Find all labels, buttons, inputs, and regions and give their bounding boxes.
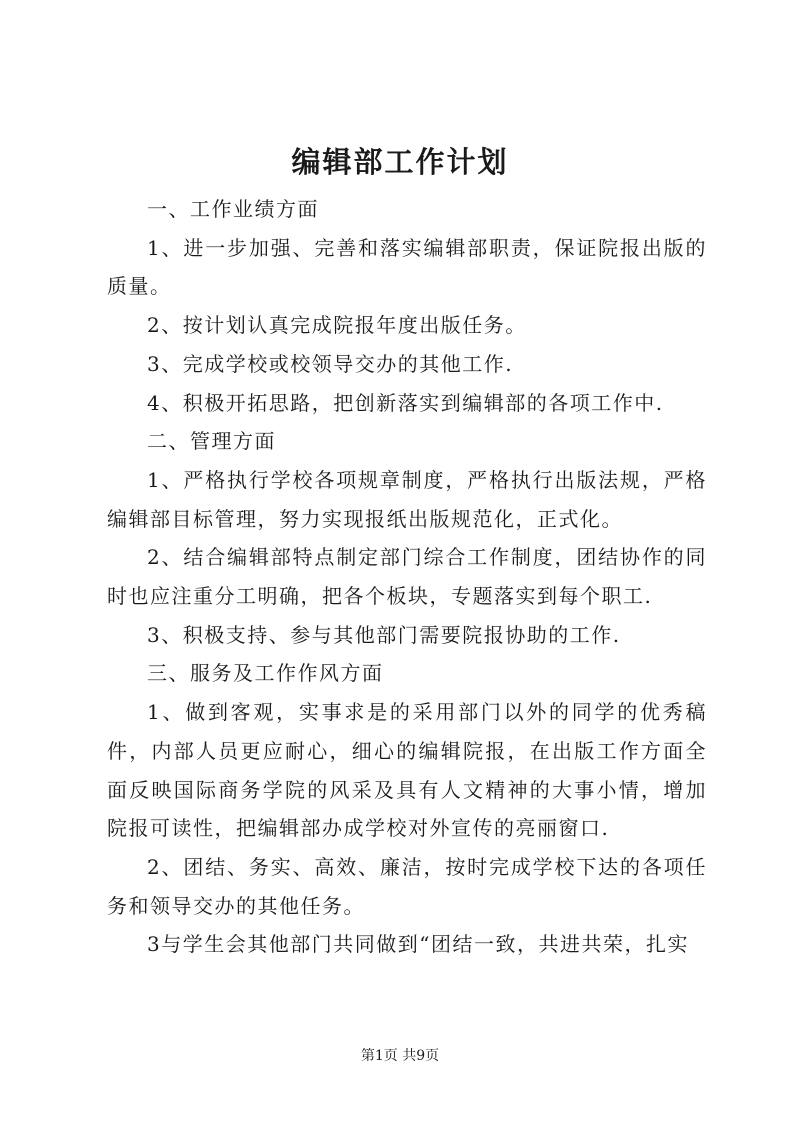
paragraph: 3与学生会其他部门共同做到“团结一致，共进共荣，扎实 <box>147 932 689 957</box>
document-title: 编辑部工作计划 <box>291 145 509 179</box>
paragraph: 3、完成学校或校领导交办的其他工作. <box>147 351 514 376</box>
paragraph: 1、严格执行学校各项规章制度，严格执行出版法规，严格编辑部目标管理，努力实现报纸出版规范化，正式化。 <box>107 467 707 531</box>
section-heading: 三、服务及工作作风方面 <box>147 661 384 686</box>
paragraph: 1、进一步加强、完善和落实编辑部职责，保证院报出版的质量。 <box>107 235 707 299</box>
document-body <box>107 190 707 964</box>
paragraph: 3、积极支持、参与其他部门需要院报协助的工作. <box>147 622 621 647</box>
paragraph: 2、结合编辑部特点制定部门综合工作制度，团结协作的同时也应注重分工明确，把各个板块，专题落实到每个职工. <box>107 545 707 609</box>
paragraph: 4、积极开拓思路，把创新落实到编辑部的各项工作中. <box>147 390 664 415</box>
page-footer: 第1页 共9页 <box>360 1048 440 1064</box>
paragraph: 2、按计划认真完成院报年度出版任务。 <box>147 313 527 338</box>
paragraph: 1、做到客观，实事求是的采用部门以外的同学的优秀稿件，内部人员更应耐心，细心的编辑院报，在出版工作方面全面反映国际商务学院的风采及具有人文精神的大事小情，增加院报可读性，把编辑部办成学校对外宣传的亮丽窗口. <box>107 700 707 841</box>
section-heading: 二、管理方面 <box>147 429 276 454</box>
section-heading: 一、工作业绩方面 <box>147 197 319 221</box>
paragraph: 2、团结、务实、高效、廉洁，按时完成学校下达的各项任务和领导交办的其他任务。 <box>107 854 707 918</box>
